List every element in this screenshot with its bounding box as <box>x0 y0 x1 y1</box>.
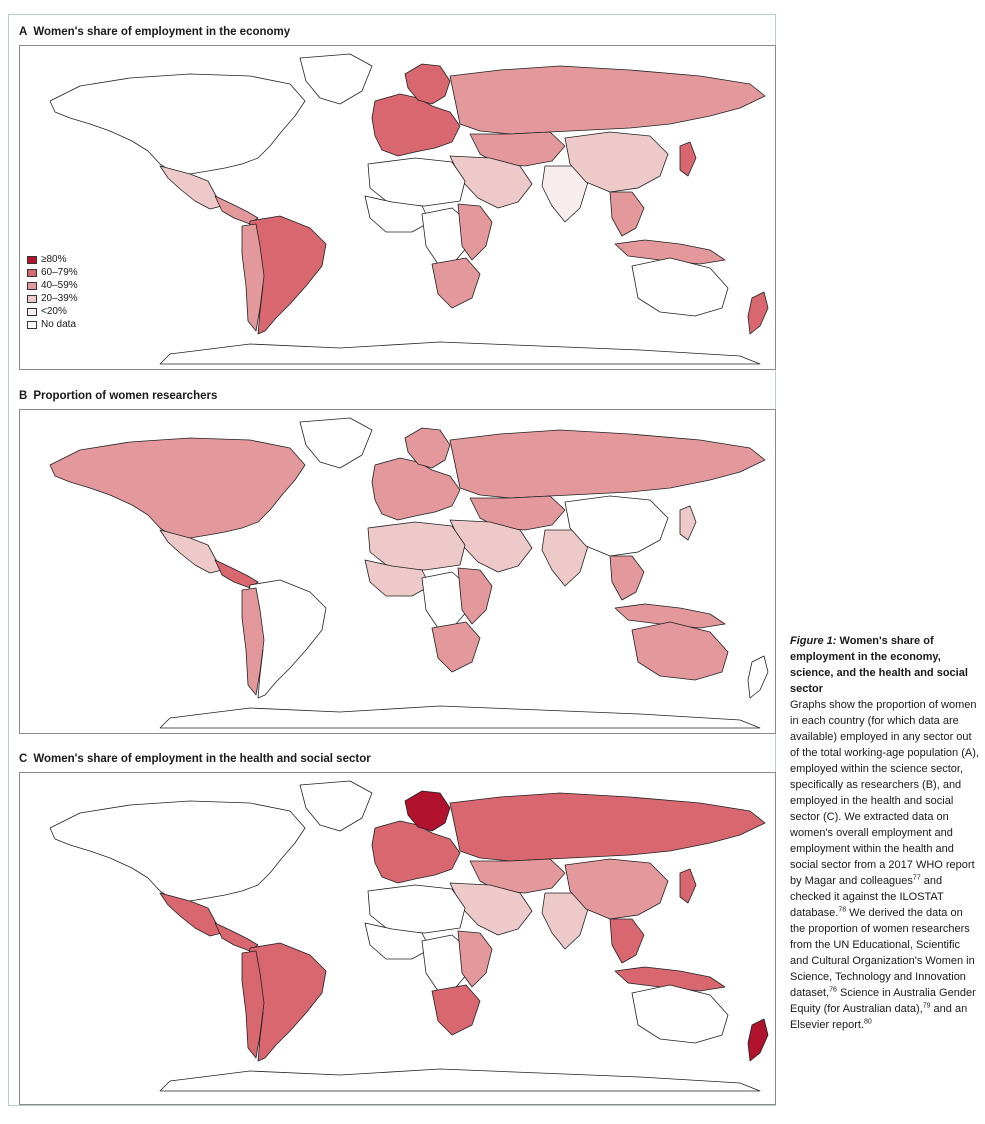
ref-79: 79 <box>922 1002 931 1010</box>
region-antarctica <box>160 342 760 364</box>
world-map-a <box>20 46 775 369</box>
legend-item-0: <20% <box>27 305 78 318</box>
region-antarctica <box>160 1069 760 1091</box>
region-northamerica <box>50 801 305 901</box>
region-northamerica <box>50 438 305 538</box>
map-panel-c <box>19 772 776 1105</box>
caption-body: Graphs show the proportion of women in each country (for which data are available) employed in any sector out of the total working-age population (A), employed within the science sector, specifically as researchers (B), and employed in the health and social sector (C). We extracted data on women's overall employment and employment within the health and social sector from a 2017 WHO report by Magar and colleagues$^{77}$ and checked it against the ILOSTAT database.$^{78}$ We derived the data on the proportion of women researchers from the UN Educational, Scientific and Cultural Organization's Women in Science, Technology and Innovation dataset,$^{76}$ Science in Australia Gender Equity (for Australian data),$^{79}$ and an Elsevier report.$^{80}$ <box>790 699 979 1031</box>
legend-item-40: 40–59% <box>27 279 78 292</box>
region-japan <box>680 869 696 903</box>
region-japan <box>680 142 696 176</box>
figure-frame <box>8 14 776 1106</box>
region-southernafrica <box>432 985 480 1035</box>
legend-item-20: 20–39% <box>27 292 78 305</box>
region-russia <box>450 430 765 498</box>
region-russia <box>450 793 765 861</box>
legend-swatch-20 <box>27 295 37 303</box>
world-map-c <box>20 773 775 1104</box>
map-panel-a <box>19 45 776 370</box>
region-seasia <box>610 556 644 600</box>
region-centralamerica <box>215 560 258 588</box>
region-antarctica <box>160 706 760 728</box>
region-seasia <box>610 192 644 236</box>
region-greenland <box>300 418 372 468</box>
region-japan <box>680 506 696 540</box>
region-northafrica <box>368 885 465 933</box>
region-newzealand <box>748 656 768 698</box>
region-centralamerica <box>215 923 258 951</box>
region-europe <box>372 821 460 883</box>
legend-item-60: 60–79% <box>27 266 78 279</box>
region-australia <box>632 622 728 680</box>
legend-swatch-0 <box>27 308 37 316</box>
region-greenland <box>300 54 372 104</box>
region-seasia <box>610 919 644 963</box>
panel-a-title: A Women's share of employment in the economy <box>19 26 291 38</box>
region-southernafrica <box>432 258 480 308</box>
region-australia <box>632 258 728 316</box>
region-newzealand <box>748 1019 768 1061</box>
region-australia <box>632 985 728 1043</box>
ref-80: 80 <box>863 1018 872 1026</box>
world-map-b <box>20 410 775 733</box>
panel-b-title: B Proportion of women researchers <box>19 390 218 402</box>
panel-c-title: C Women's share of employment in the health and social sector <box>19 753 371 765</box>
region-northamerica <box>50 74 305 174</box>
region-europe <box>372 94 460 156</box>
region-northafrica <box>368 522 465 570</box>
ref-76: 76 <box>829 986 837 994</box>
legend-swatch-80 <box>27 256 37 264</box>
region-greenland <box>300 781 372 831</box>
ref-78: 78 <box>838 906 847 914</box>
region-centralamerica <box>215 196 258 224</box>
map-legend <box>27 253 78 331</box>
region-newzealand <box>748 292 768 334</box>
region-europe <box>372 458 460 520</box>
region-russia <box>450 66 765 134</box>
map-panel-b <box>19 409 776 734</box>
legend-swatch-nodata <box>27 321 37 329</box>
legend-item-nodata: No data <box>27 318 78 331</box>
region-northafrica <box>368 158 465 206</box>
legend-swatch-40 <box>27 282 37 290</box>
legend-swatch-60 <box>27 269 37 277</box>
caption-heading: Figure 1: Women's share of employment in the economy, science, and the health and social sector <box>790 635 968 695</box>
figure-caption <box>790 633 980 1033</box>
region-southernafrica <box>432 622 480 672</box>
ref-77: 77 <box>912 874 921 882</box>
legend-item-80: ≥80% <box>27 253 78 266</box>
